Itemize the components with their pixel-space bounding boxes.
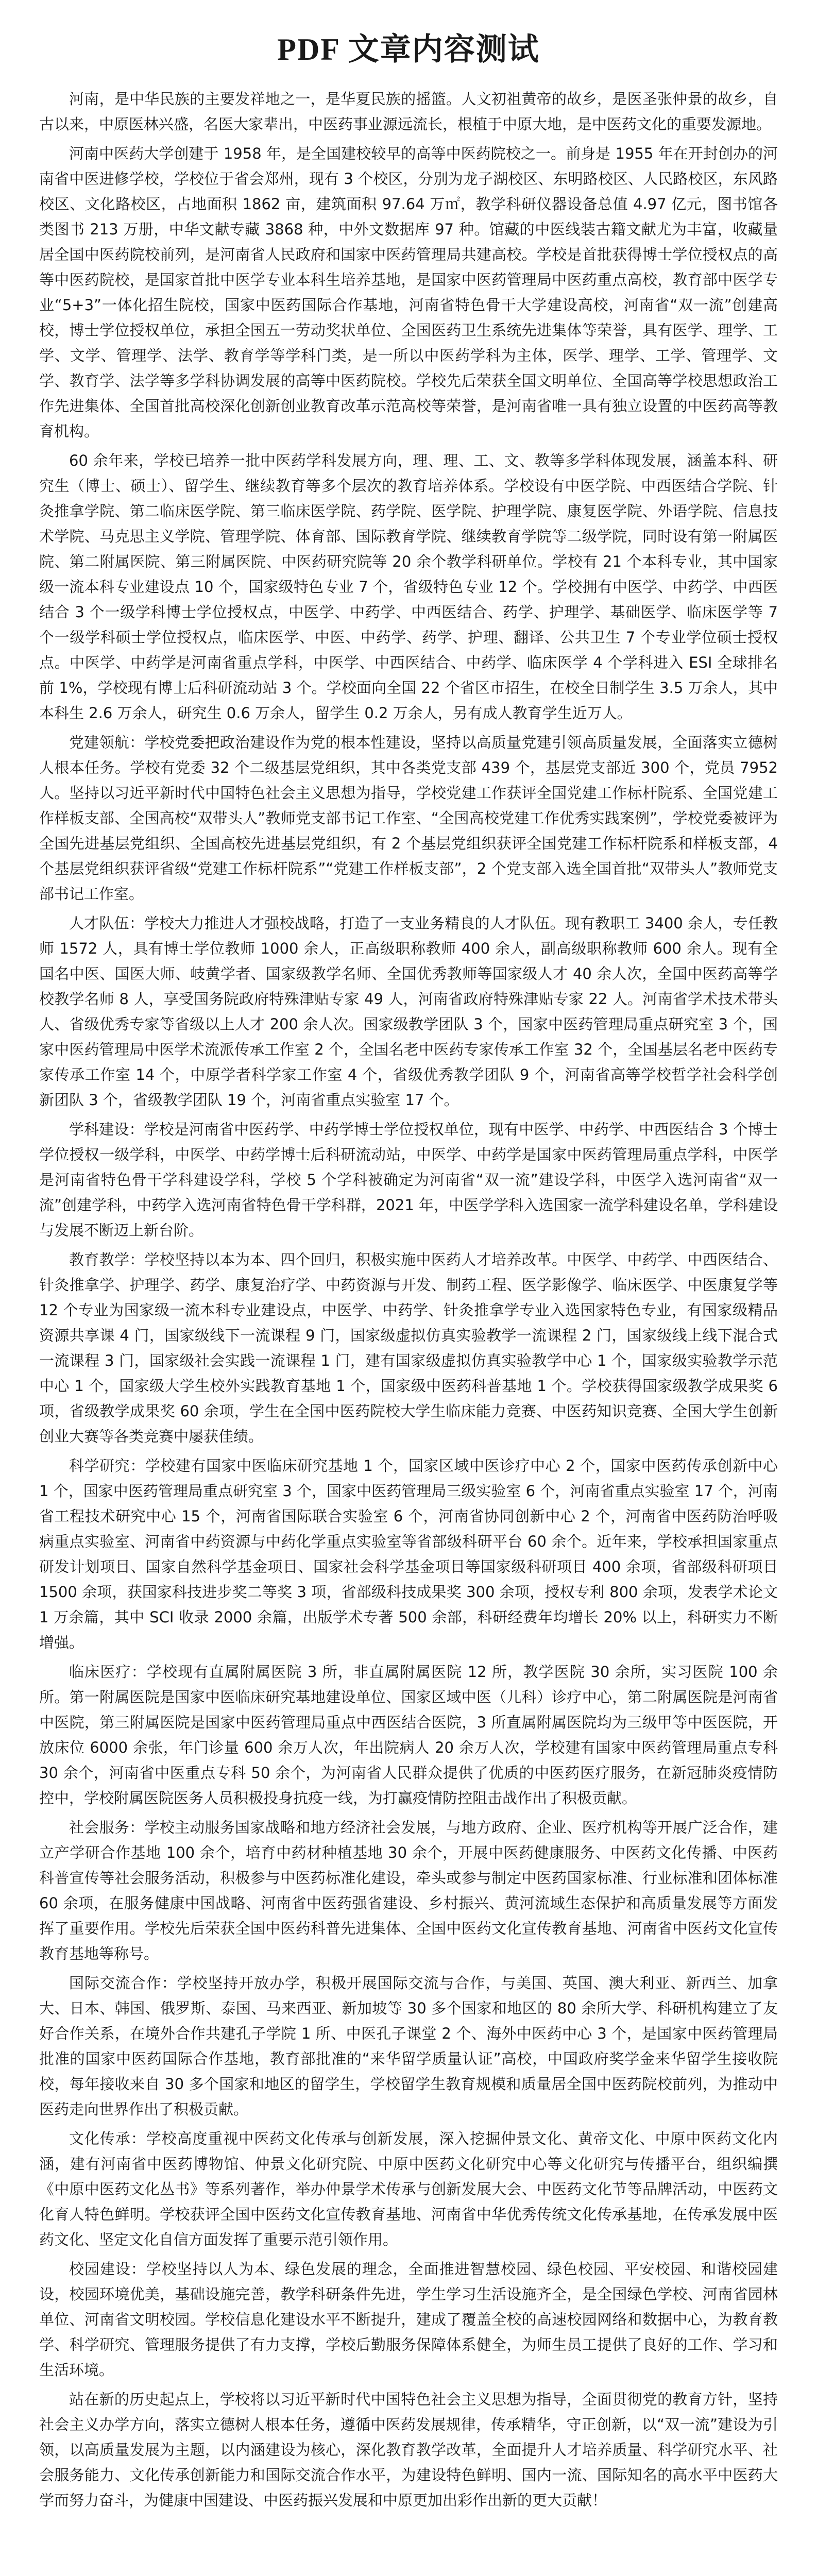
document-title: PDF 文章内容测试 <box>277 32 540 66</box>
paragraph: 河南中医药大学创建于 1958 年，是全国建校较早的高等中医药院校之一。前身是 1955 年在开封创办的河南省中医进修学校，学校位于省会郑州，现有 3 个校区，分别为龙子湖校区、东明路校区、人民路校区，东风路校区、文化路校区，占地面积 1862 亩，建筑面积 97.64 万㎡，教学科研仪器设备总值 4.97 亿元，图书馆各类图书 213 万册，中华文献专藏 3868 种，中外文数据库 97 种。馆藏的中医线装古籍文献尤为丰富，收藏量居全国中医药院校前列，是河南省人民政府和国家中医药管理局共建高校。学校是首批获得博士学位授权点的高等中医药院校，是国家首批中医学专业本科生培养基地，是国家中医药管理局中医药重点高校，教育部中医学专业“5+3”一体化招生院校，国家中医药国际合作基地，河南省特色骨干大学建设高校，河南省“双一流”创建高校，博士学位授权单位，承担全国五一劳动奖状单位、全国医药卫生系统先进集体等荣誉，具有医学、理学、工学、文学、管理学、法学、教育学等学科门类，是一所以中医药学科为主体，医学、理学、工学、管理学、文学、教育学、法学等多学科协调发展的高等中医药院校。学校先后荣获全国文明单位、全国高等学校思想政治工作先进集体、全国首批高校深化创新创业教育改革示范高校等荣誉，是河南省唯一具有独立设置的中医药高等教育机构。 <box>39 145 778 440</box>
paragraph: 人才队伍：学校大力推进人才强校战略，打造了一支业务精良的人才队伍。现有教职工 3400 余人，专任教师 1572 人，具有博士学位教师 1000 余人，正高级职称教师 400 余人，副高级职称教师 600 余人。现有全国名中医、国医大师、岐黄学者、国家级教学名师、全国优秀教师等国家级人才 40 余人次，全国中医药高等学校教学名师 8 人，享受国务院政府特殊津贴专家 49 人，河南省政府特殊津贴专家 22 人。河南省学术技术带头人、省级优秀专家等省级以上人才 200 余人次。国家级教学团队 3 个，国家中医药管理局重点研究室 3 个，国家中医药管理局中医学术流派传承工作室 2 个，全国名老中医药专家传承工作室 32 个，全国基层名老中医药专家传承工作室 14 个，中原学者科学家工作室 4 个，省级优秀教学团队 9 个，河南省高等学校哲学社会科学创新团队 3 个，省级教学团队 19 个，河南省重点实验室 17 个。 <box>39 914 778 1109</box>
paragraph: 社会服务：学校主动服务国家战略和地方经济社会发展，与地方政府、企业、医疗机构等开展广泛合作，建立产学研合作基地 100 余个，培育中药材种植基地 30 余个，开展中医药健康服务、中医药文化传播、中医药科普宣传等社会服务活动，积极参与中医药标准化建设，牵头或参与制定中医药国家标准、行业标准和团体标准 60 余项，在服务健康中国战略、河南省中医药强省建设、乡村振兴、黄河流域生态保护和高质量发展等方面发挥了重要作用。学校先后荣获全国中医药科普先进集体、全国中医药文化宣传教育基地、河南省中医药文化宣传教育基地等称号。 <box>39 1819 778 1962</box>
document-body <box>39 87 778 2513</box>
paragraph: 国际交流合作：学校坚持开放办学，积极开展国际交流与合作，与美国、英国、澳大利亚、新西兰、加拿大、日本、韩国、俄罗斯、泰国、马来西亚、新加坡等 30 多个国家和地区的 80 余所大学、科研机构建立了友好合作关系，在境外合作共建孔子学院 1 所、中医孔子课堂 2 个、海外中医药中心 3 个，是国家中医药管理局批准的国家中医药国际合作基地，教育部批准的“来华留学质量认证”高校，中国政府奖学金来华留学生接收院校，每年接收来自 30 多个国家和地区的留学生，学校留学生教育规模和质量居全国中医药院校前列，为推动中医药走向世界作出了积极贡献。 <box>39 1974 778 2118</box>
paragraph: 党建领航：学校党委把政治建设作为党的根本性建设，坚持以高质量党建引领高质量发展，全面落实立德树人根本任务。学校有党委 32 个二级基层党组织，其中各类党支部 439 个，基层党支部近 300 个，党员 7952 人。坚持以习近平新时代中国特色社会主义思想为指导，学校党建工作获评全国党建工作标杆院系、全国党建工作样板支部、全国高校“双带头人”教师党支部书记工作室、“全国高校党建工作优秀实践案例”，学校党委被评为全国先进基层党组织、全国高校先进基层党组织，有 2 个基层党组织获评全国党建工作标杆院系和样板支部，4 个基层党组织获评省级“党建工作标杆院系”“党建工作样板支部”，2 个党支部入选全国首批“双带头人”教师党支部书记工作室。 <box>39 734 778 903</box>
paragraph: 临床医疗：学校现有直属附属医院 3 所，非直属附属医院 12 所，教学医院 30 余所，实习医院 100 余所。第一附属医院是国家中医临床研究基地建设单位、国家区域中医（儿科）诊疗中心，第二附属医院是河南省中医院，第三附属医院是国家中医药管理局重点中西医结合医院，3 所直属附属医院均为三级甲等中医医院，开放床位 6000 余张，年门诊量 600 余万人次，年出院病人 20 余万人次，学校建有国家中医药管理局重点专科 30 余个，河南省中医重点专科 50 余个，为河南省人民群众提供了优质的中医药医疗服务，在新冠肺炎疫情防控中，学校附属医院医务人员积极投身抗疫一线，为打赢疫情防控阻击战作出了积极贡献。 <box>39 1663 778 1807</box>
paragraph: 教育教学：学校坚持以本为本、四个回归，积极实施中医药人才培养改革。中医学、中药学、中西医结合、针灸推拿学、护理学、药学、康复治疗学、中药资源与开发、制药工程、医学影像学、临床医学、中医康复学等 12 个专业为国家级一流本科专业建设点，中医学、中药学、针灸推拿学专业入选国家特色专业，有国家级精品资源共享课 4 门，国家级线下一流课程 9 门，国家级虚拟仿真实验教学一流课程 2 门，国家级线上线下混合式一流课程 3 门，国家级社会实践一流课程 1 门，建有国家级虚拟仿真实验教学中心 1 个，国家级实验教学示范中心 1 个，国家级大学生校外实践教育基地 1 个，国家级中医药科普基地 1 个。学校获得国家级教学成果奖 6 项，省级教学成果奖 60 余项，学生在全国中医药院校大学生临床能力竞赛、中医药知识竞赛、全国大学生创新创业大赛等各类竞赛中屡获佳绩。 <box>39 1251 778 1445</box>
paragraph: 60 余年来，学校已培养一批中医药学科发展方向，理、理、工、文、教等多学科体现发展，涵盖本科、研究生（博士、硕士）、留学生、继续教育等多个层次的教育培养体系。学校设有中医学院、中西医结合学院、针灸推拿学院、第二临床医学院、第三临床医学院、药学院、医学院、护理学院、康复医学院、外语学院、信息技术学院、马克思主义学院、管理学院、体育部、国际教育学院、继续教育学院等二级学院，同时设有第一附属医院、第二附属医院、第三附属医院、中医药研究院等 20 余个教学科研单位。学校有 21 个本科专业，其中国家级一流本科专业建设点 10 个，国家级特色专业 7 个，省级特色专业 12 个。学校拥有中医学、中药学、中西医结合 3 个一级学科博士学位授权点，中医学、中药学、中西医结合、药学、护理学、基础医学、临床医学等 7 个一级学科硕士学位授权点，临床医学、中医、中药学、药学、护理、翻译、公共卫生 7 个专业学位硕士授权点。中医学、中药学是河南省重点学科，中医学、中西医结合、中药学、临床医学 4 个学科进入 ESI 全球排名前 1%，学校现有博士后科研流动站 3 个。学校面向全国 22 个省区市招生，在校全日制学生 3.5 万余人，其中本科生 2.6 万余人，研究生 0.6 万余人，留学生 0.2 万余人，另有成人教育学生近万人。 <box>39 452 778 722</box>
paragraph: 科学研究：学校建有国家中医临床研究基地 1 个，国家区域中医诊疗中心 2 个，国家中医药传承创新中心 1 个，国家中医药管理局重点研究室 3 个，国家中医药管理局三级实验室 6 个，河南省重点实验室 17 个，河南省工程技术研究中心 15 个，河南省国际联合实验室 6 个，河南省协同创新中心 2 个，河南省中医药防治呼吸病重点实验室、河南省中药资源与中药化学重点实验室等省部级科研平台 60 余个。近年来，学校承担国家重点研发计划项目、国家自然科学基金项目、国家社会科学基金项目等国家级科研项目 400 余项，省部级科研项目 1500 余项，获国家科技进步奖二等奖 3 项，省部级科技成果奖 300 余项，授权专利 800 余项，发表学术论文 1 万余篇，其中 SCI 收录 2000 余篇，出版学术专著 500 余部，科研经费年均增长 20% 以上，科研实力不断增强。 <box>39 1457 778 1651</box>
paragraph: 河南，是中华民族的主要发祥地之一，是华夏民族的摇篮。人文初祖黄帝的故乡，是医圣张仲景的故乡，自古以来，中原医林兴盛，名医大家辈出，中医药事业源远流长，根植于中原大地，是中医药文化的重要发源地。 <box>39 90 778 133</box>
paragraph: 文化传承：学校高度重视中医药文化传承与创新发展，深入挖掘仲景文化、黄帝文化、中原中医药文化内涵，建有河南省中医药博物馆、仲景文化研究院、中原中医药文化研究中心等文化研究与传播平台，组织编撰《中原中医药文化丛书》等系列著作，举办仲景学术传承与创新发展大会、中医药文化节等品牌活动，中医药文化育人特色鲜明。学校获评全国中医药文化宣传教育基地、河南省中华优秀传统文化传承基地，在传承发展中医药文化、坚定文化自信方面发挥了重要示范引领作用。 <box>39 2130 778 2248</box>
paragraph: 校园建设：学校坚持以人为本、绿色发展的理念，全面推进智慧校园、绿色校园、平安校园、和谐校园建设，校园环境优美，基础设施完善，教学科研条件先进，学生学习生活设施齐全，是全国绿色学校、河南省园林单位、河南省文明校园。学校信息化建设水平不断提升，建成了覆盖全校的高速校园网络和数据中心，为教育教学、科学研究、管理服务提供了有力支撑，学校后勤服务保障体系健全，为师生员工提供了良好的工作、学习和生活环境。 <box>39 2260 778 2379</box>
paragraph: 学科建设：学校是河南省中医药学、中药学博士学位授权单位，现有中医学、中药学、中西医结合 3 个博士学位授权一级学科，中医学、中药学博士后科研流动站，中医学、中药学是国家中医药管理局重点学科，中医学是河南省特色骨干学科建设学科，学校 5 个学科被确定为河南省“双一流”建设学科，中医学入选河南省“双一流”创建学科，中药学入选河南省特色骨干学科群，2021 年，中医学学科入选国家一流学科建设名单，学科建设与发展不断迈上新台阶。 <box>39 1121 778 1239</box>
paragraph: 站在新的历史起点上，学校将以习近平新时代中国特色社会主义思想为指导，全面贯彻党的教育方针，坚持社会主义办学方向，落实立德树人根本任务，遵循中医药发展规律，传承精华，守正创新，以“双一流”建设为引领，以高质量发展为主题，以内涵建设为核心，深化教育教学改革，全面提升人才培养质量、科学研究水平、社会服务能力、文化传承创新能力和国际交流合作水平，为建设特色鲜明、国内一流、国际知名的高水平中医药大学而努力奋斗，为健康中国建设、中医药振兴发展和中原更加出彩作出新的更大贡献！ <box>39 2391 778 2509</box>
